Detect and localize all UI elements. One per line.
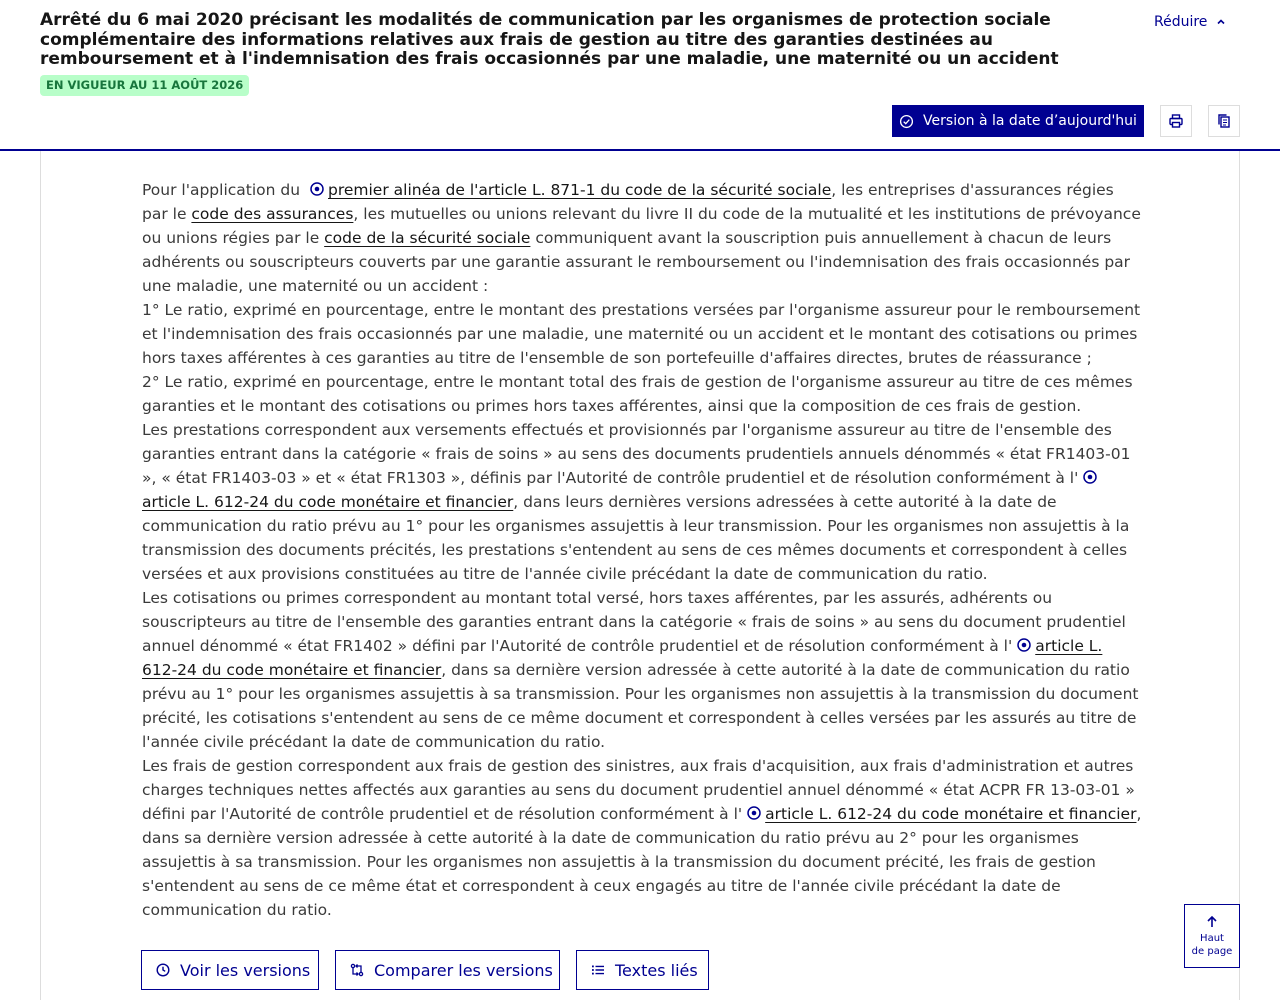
page-title: Arrêté du 6 mai 2020 précisant les modalités de communication par les organismes de protection sociale complémentaire des informations relatives aux frais de gestion au titre des garanties destinées au remboursement et à l'indemnisation des frais occasionnés par une maladie, une maternité ou un accident (40, 10, 1059, 69)
article-paragraph-6: Les frais de gestion correspondent aux frais de gestion des sinistres, aux frais d'acquisition, aux frais d'administration et autres charges techniques nettes affectés aux garanties au sens du document prudentiel annuel dénommé « état ACPR FR 13-03-01 » défini par l'Autorité de contrôle prudentiel et de résolution conformément à l' article L. 612-24 du code monétaire et financier, dans sa dernière version adressée à cette autorité à la date de communication du ratio prévu au 2° pour les organismes assujettis à sa transmission. Pour les organismes non assujettis à la transmission du document précité, les frais de gestion s'entendent au sens de ce même état et correspondent à ceux engagés au titre de l'année civile précédant la date de communication du ratio. (142, 757, 1142, 919)
link-article-l612-24[interactable]: article L. 612-24 du code monétaire et financier (765, 805, 1137, 823)
back-to-top-button[interactable] (1184, 904, 1240, 968)
version-today-label: Version à la date d’aujourd'hui (923, 113, 1137, 129)
article-paragraph-5: Les cotisations ou primes correspondent au montant total versé, hors taxes afférentes, par les assurés, adhérents ou souscripteurs au titre de l'ensemble des garanties entrant dans la catégorie « frais de soins » au sens du document prudentiel annuel dénommé « état FR1402 » défini par l'Autorité de contrôle prudentiel et de résolution conformément à l' article L. 612-24 du code monétaire et financier, dans sa dernière version adressée à cette autorité à la date de communication du ratio prévu au 1° pour les organismes assujettis à sa transmission. Pour les organismes non assujettis à la transmission du document précité, les cotisations s'entendent au sens de ce même document et correspondent à celles versées par les assurés au titre de l'année civile précédant la date de communication du ratio. (142, 589, 1139, 751)
eye-icon (746, 805, 762, 821)
article-card (40, 151, 1240, 1000)
link-article-l871-1[interactable]: premier alinéa de l'article L. 871-1 du code de la sécurité sociale (328, 181, 832, 199)
collapse-label: Réduire (1154, 14, 1208, 30)
compare-icon (350, 963, 364, 977)
compare-versions-label: Comparer les versions (374, 960, 553, 980)
article-body (142, 178, 1142, 922)
linked-texts-label: Textes liés (615, 960, 698, 980)
eye-icon (309, 181, 325, 197)
article-paragraph-2: 1° Le ratio, exprimé en pourcentage, entre le montant des prestations versées par l'organisme assureur pour le remboursement et l'indemnisation des frais occasionnés par une maladie, une maternité ou un accident et le montant des cotisations ou primes hors taxes afférentes à ces garanties au titre de l'ensemble de son portefeuille d'affaires directes, brutes de réassurance ; (142, 301, 1141, 367)
article-paragraph-3: 2° Le ratio, exprimé en pourcentage, entre le montant total des frais de gestion de l'organisme assureur au titre de ces mêmes garanties et le montant des cotisations ou primes hors taxes afférentes, ainsi que la composition de ces frais de gestion. (142, 373, 1133, 415)
link-article-l612-24[interactable]: article L. 612-24 du code monétaire et financier (142, 493, 514, 511)
linked-texts-button[interactable] (576, 950, 709, 990)
clock-icon (156, 963, 170, 977)
link-code-des-assurances[interactable]: code des assurances (191, 205, 354, 223)
back-to-top-line1: Haut (1200, 932, 1224, 944)
link-article-l612-24[interactable]: article L. 612-24 du code monétaire et financier (142, 637, 1103, 679)
article-paragraph-4: Les prestations correspondent aux versements effectués et provisionnés par l'organisme assureur au titre de l'ensemble des garanties entrant dans la catégorie « frais de soins » au sens des documents prudentiels annuels dénommés « état FR1403-01 », « état FR1403-03 » et « état FR1303 », définis par l'Autorité de contrôle prudentiel et de résolution conformément à l'article L. 612-24 du code monétaire et financier, dans leurs dernières versions adressées à cette autorité à la date de communication du ratio prévu au 1° pour les organismes assujettis à leur transmission. Pour les organismes non assujettis à la transmission des documents précités, les prestations s'entendent au sens de ces mêmes documents et correspondent à celles versées et aux provisions constituées au titre de l'année civile précédant la date de communication du ratio. (142, 421, 1131, 583)
view-versions-button[interactable] (141, 950, 319, 990)
sticky-header (0, 0, 1280, 151)
compare-versions-button[interactable] (335, 950, 560, 990)
status-badge: EN VIGUEUR AU 11 AOÛT 2026 (40, 75, 249, 96)
eye-icon (1082, 469, 1098, 485)
printer-icon (1168, 113, 1184, 129)
list-icon (591, 963, 605, 977)
article-paragraph-1: Pour l'application du premier alinéa de l'article L. 871-1 du code de la sécurité sociale, les entreprises d'assurances régies par le code des assurances, les mutuelles ou unions relevant du livre II du code de la mutualité et les institutions de prévoyance ou unions régies par le code de la sécurité sociale communiquent avant la souscription puis annuellement à chacun de leurs adhérents ou souscripteurs couverts par une garantie assurant le remboursement ou l'indemnisation des frais occasionnés par une maladie, une maternité ou un accident : (142, 181, 1141, 295)
version-today-button[interactable] (892, 105, 1144, 137)
copy-button[interactable] (1208, 105, 1240, 137)
arrow-up-icon (1206, 915, 1218, 928)
link-code-securite-sociale[interactable]: code de la sécurité sociale (324, 229, 531, 247)
chevron-up-icon (1215, 16, 1227, 28)
collapse-button[interactable] (1154, 14, 1227, 30)
view-versions-label: Voir les versions (180, 960, 311, 980)
print-button[interactable] (1160, 105, 1192, 137)
back-to-top-line2: de page (1191, 945, 1233, 957)
copy-icon (1216, 113, 1232, 129)
eye-icon (1016, 637, 1032, 653)
check-circle-icon (899, 114, 914, 129)
